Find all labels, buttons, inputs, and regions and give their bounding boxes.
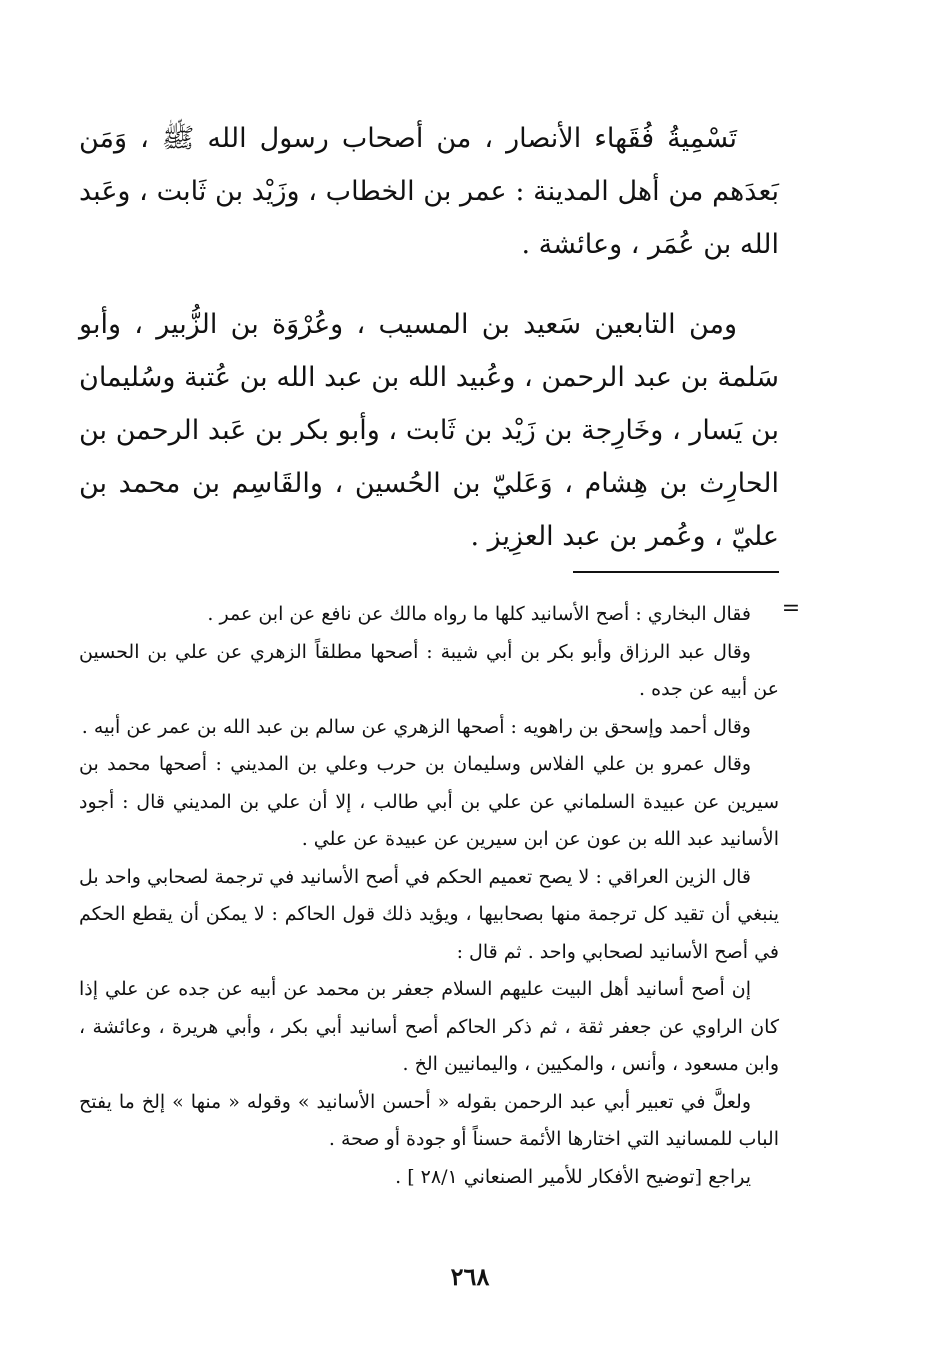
footnote-line: ولعلَّ في تعبير أبي عبد الرحمن بقوله « أحسن الأسانيد » وقوله « منها » إلخ ما يفتح الباب للمسانيد التي اختارها الأئمة حسناً أو جودة أو صحة . bbox=[79, 1090, 779, 1150]
footnote-line: وقال عمرو بن علي الفلاس وسليمان بن حرب وعلي بن المديني : أصحها محمد بن سيرين عن عبيدة السلماني عن علي بن أبي طالب ، إلا أن علي بن المديني قال : أجود الأسانيد عبد الله بن عون عن ابن سيرين عن عبيدة عن علي . bbox=[79, 753, 779, 850]
footnote-continuation-mark: = bbox=[781, 596, 801, 621]
page-number: ٢٦٨ bbox=[450, 1262, 490, 1291]
footnote-line: وقال عبد الرزاق وأبو بكر بن أبي شيبة : أصحها مطلقاً الزهري عن علي بن الحسين عن أبيه عن جده . bbox=[79, 640, 779, 700]
paragraph-text: ومن التابعين سَعيد بن المسيب ، وعُرْوَة بن الزُّبير ، وأبو سَلمة بن عبد الرحمن ، وعُبيد الله بن عبد الله بن عُتبة وسُليمان بن يَسار ، وخَارِجة بن زَيْد بن ثَابت ، وأبو بكر بن عَبد الرحمن بن الحارِث بن هِشام ، وَعَليّ بن الحُسين ، والقَاسِم بن محمد بن عليّ ، وعُمر بن عبد العزِيز . bbox=[79, 309, 779, 552]
footnote-separator-rule bbox=[573, 571, 779, 573]
footnote-line: إن أصح أسانيد أهل البيت عليهم السلام جعفر بن محمد عن أبيه عن جده عن علي إذا كان الراوي عن جعفر ثقة ، ثم ذكر الحاكم أصح أسانيد أبي بكر ، وأبي هريرة ، وعائشة ، وابن مسعود ، وأنس ، والمكيين ، واليمانيين الخ . bbox=[79, 978, 779, 1075]
footnote-line: فقال البخاري : أصح الأسانيد كلها ما رواه مالك عن نافع عن ابن عمر . bbox=[207, 603, 751, 625]
footnote-line: قال الزين العراقي : لا يصح تعميم الحكم في أصح الأسانيد في ترجمة لصحابي واحد بل ينبغي أن تقيد كل ترجمة منها بصحابيها ، ويؤيد ذلك قول الحاكم : لا يمكن أن يقطع الحكم في أصح الأسانيد لصحابي واحد . ثم قال : bbox=[79, 865, 779, 963]
main-text-paragraph-1 bbox=[79, 112, 779, 271]
footnote-line: يراجع [توضيح الأفكار للأمير الصنعاني ٢٨/١ ] . bbox=[395, 1165, 751, 1188]
main-text-paragraph-2 bbox=[79, 298, 779, 563]
paragraph-text: تَسْمِيةُ فُقَهاء الأنصار ، من أصحاب رسول الله ﷺ ، وَمَن بَعدَهم من أهل المدينة : عمر بن الخطاب ، وزَيْد بن ثَابت ، وعَبد الله بن عُمَر ، وعائشة . bbox=[79, 123, 779, 260]
footnotes-block bbox=[79, 596, 779, 1196]
footnote-line: وقال أحمد وإسحق بن راهويه : أصحها الزهري عن سالم بن عبد الله بن عمر عن أبيه . bbox=[81, 715, 751, 738]
